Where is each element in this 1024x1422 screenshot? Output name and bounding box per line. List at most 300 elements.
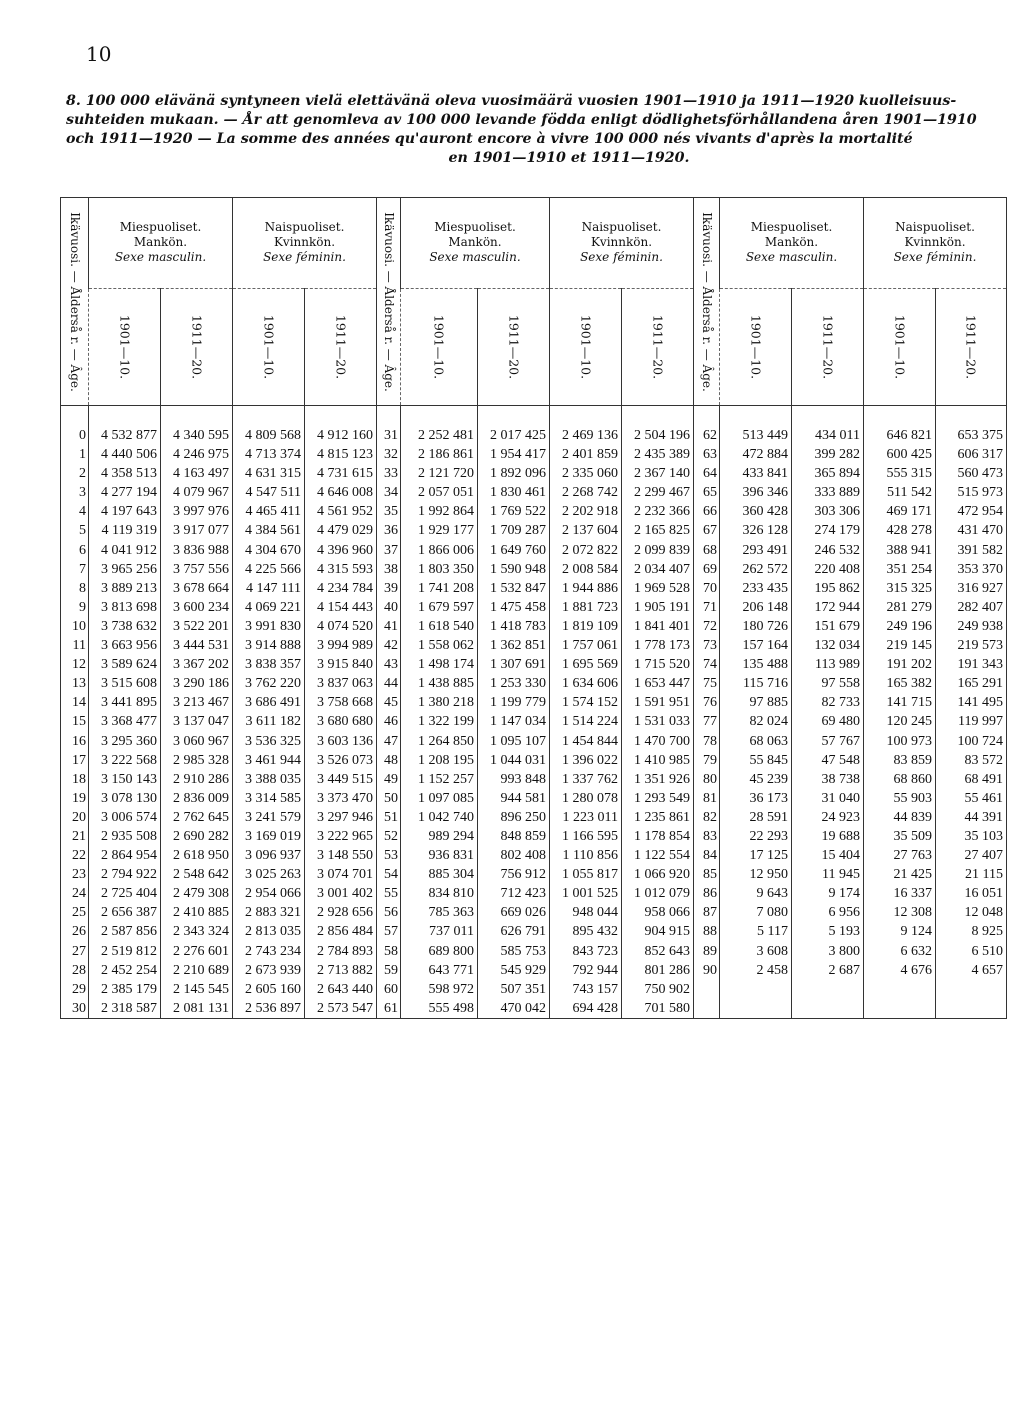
female-header-3: Naispuoliset. Kvinnkön. Sexe féminin. [864,198,1007,289]
age-cell: 37 [377,541,401,560]
table-row [61,884,1007,903]
age-cell: 36 [377,521,401,540]
age-cell: 44 [377,674,401,693]
value-cell: 1 044 031 [478,751,550,770]
age-cell: 60 [377,980,401,999]
value-cell: 585 753 [478,942,550,961]
value-cell: 12 048 [936,903,1007,922]
value-cell: 246 532 [792,541,864,560]
value-cell: 3 522 201 [161,617,233,636]
value-cell [792,980,864,999]
value-cell: 2 725 404 [89,884,161,903]
value-cell: 3 997 976 [161,502,233,521]
value-cell: 993 848 [478,770,550,789]
period-header: 1901—10. [401,289,478,406]
value-cell: 3 213 467 [161,693,233,712]
value-cell: 82 024 [720,712,792,731]
value-cell: 12 308 [864,903,936,922]
value-cell: 9 124 [864,922,936,941]
age-cell: 55 [377,884,401,903]
value-cell: 1 223 011 [550,808,622,827]
value-cell: 1 498 174 [401,655,478,674]
value-cell: 3 001 402 [305,884,377,903]
value-cell: 1 418 783 [478,617,550,636]
age-cell: 89 [694,942,720,961]
value-cell: 2 813 035 [233,922,305,941]
value-cell: 1 012 079 [622,884,694,903]
value-cell: 4 147 111 [233,579,305,598]
table-row [61,483,1007,502]
table-row [61,502,1007,521]
value-cell: 3 680 680 [305,712,377,731]
value-cell: 38 738 [792,770,864,789]
value-cell: 315 325 [864,579,936,598]
table-row [61,846,1007,865]
value-cell: 1 055 817 [550,865,622,884]
value-cell: 6 632 [864,942,936,961]
value-cell: 3 603 136 [305,732,377,751]
period-header: 1911—20. [792,289,864,406]
value-cell: 391 582 [936,541,1007,560]
age-cell: 12 [61,655,89,674]
value-cell: 4 561 952 [305,502,377,521]
age-cell: 76 [694,693,720,712]
table-caption [66,92,1012,168]
value-cell: 281 279 [864,598,936,617]
value-cell: 219 573 [936,636,1007,655]
value-cell: 44 839 [864,808,936,827]
value-cell: 4 069 221 [233,598,305,617]
value-cell: 4 163 497 [161,464,233,483]
value-cell: 57 767 [792,732,864,751]
value-cell: 904 915 [622,922,694,941]
period-header: 1911—20. [622,289,694,406]
value-cell: 895 432 [550,922,622,941]
table-row [61,751,1007,770]
value-cell: 1 307 691 [478,655,550,674]
male-header-2: Miespuoliset. Mankön. Sexe masculin. [401,198,550,289]
value-cell: 948 044 [550,903,622,922]
value-cell: 4 074 520 [305,617,377,636]
age-cell: 45 [377,693,401,712]
value-cell: 3 241 579 [233,808,305,827]
value-cell: 944 581 [478,789,550,808]
age-cell: 90 [694,961,720,980]
value-cell: 2 690 282 [161,827,233,846]
value-cell: 4 532 877 [89,426,161,445]
age-cell: 86 [694,884,720,903]
age-cell: 46 [377,712,401,731]
value-cell: 220 408 [792,560,864,579]
value-cell: 2 910 286 [161,770,233,789]
value-cell: 2 985 328 [161,751,233,770]
value-cell: 843 723 [550,942,622,961]
value-cell: 694 428 [550,999,622,1019]
value-cell: 3 536 325 [233,732,305,751]
value-cell: 756 912 [478,865,550,884]
value-cell: 2 469 136 [550,426,622,445]
caption-line-2: suhteiden mukaan. — År att genomleva av 100 000 levande födda enligt dödlighetsförhållandena åren 1901—1910 [66,112,977,128]
value-cell: 434 011 [792,426,864,445]
value-cell: 785 363 [401,903,478,922]
age-cell: 18 [61,770,89,789]
table-row [61,636,1007,655]
period-header: 1911—20. [161,289,233,406]
age-cell: 13 [61,674,89,693]
age-cell: 87 [694,903,720,922]
caption-line-1: 8. 100 000 elävänä syntyneen vielä elettävänä oleva vuosimäärä vuosien 1901—1910 ja 1911—1920 kuolleisuus- [66,93,957,109]
value-cell: 2 252 481 [401,426,478,445]
value-cell: 896 250 [478,808,550,827]
value-cell: 4 676 [864,961,936,980]
value-cell: 701 580 [622,999,694,1019]
value-cell: 55 461 [936,789,1007,808]
value-cell: 1 147 034 [478,712,550,731]
value-cell: 9 643 [720,884,792,903]
value-cell: 2 017 425 [478,426,550,445]
value-cell: 1 396 022 [550,751,622,770]
value-cell: 1 199 779 [478,693,550,712]
value-cell: 653 375 [936,426,1007,445]
value-cell: 3 137 047 [161,712,233,731]
table-row [61,980,1007,999]
table-row [61,655,1007,674]
value-cell: 2 883 321 [233,903,305,922]
value-cell: 2 458 [720,961,792,980]
age-cell: 69 [694,560,720,579]
value-cell: 4 358 513 [89,464,161,483]
value-cell: 3 388 035 [233,770,305,789]
value-cell: 1 454 844 [550,732,622,751]
value-cell: 365 894 [792,464,864,483]
value-cell: 1 618 540 [401,617,478,636]
value-cell: 2 587 856 [89,922,161,941]
value-cell: 55 845 [720,751,792,770]
age-cell: 80 [694,770,720,789]
table-row [61,732,1007,751]
value-cell: 3 222 965 [305,827,377,846]
table-row [61,808,1007,827]
value-cell: 2 864 954 [89,846,161,865]
value-cell: 83 859 [864,751,936,770]
page-number: 10 [86,42,112,66]
value-cell: 31 040 [792,789,864,808]
value-cell: 2 673 939 [233,961,305,980]
value-cell: 141 715 [864,693,936,712]
value-cell: 989 294 [401,827,478,846]
value-cell: 4 079 967 [161,483,233,502]
value-cell: 834 810 [401,884,478,903]
value-cell: 470 042 [478,999,550,1019]
value-cell: 3 994 989 [305,636,377,655]
value-cell: 1 653 447 [622,674,694,693]
value-cell: 1 819 109 [550,617,622,636]
value-cell: 4 234 784 [305,579,377,598]
value-cell: 507 351 [478,980,550,999]
value-cell: 1 351 926 [622,770,694,789]
value-cell: 2 145 545 [161,980,233,999]
age-header-3: Ikävuosi. — Ålderså r. — Âge. [694,198,720,406]
value-cell: 555 315 [864,464,936,483]
value-cell: 249 938 [936,617,1007,636]
value-cell: 28 591 [720,808,792,827]
value-cell: 600 425 [864,445,936,464]
value-cell: 3 368 477 [89,712,161,731]
age-cell: 88 [694,922,720,941]
value-cell: 3 006 574 [89,808,161,827]
value-cell: 545 929 [478,961,550,980]
value-cell: 316 927 [936,579,1007,598]
value-cell: 515 973 [936,483,1007,502]
age-cell: 41 [377,617,401,636]
value-cell: 1 778 173 [622,636,694,655]
value-cell: 1 095 107 [478,732,550,751]
age-cell: 15 [61,712,89,731]
table-row [61,865,1007,884]
age-cell: 57 [377,922,401,941]
value-cell: 360 428 [720,502,792,521]
value-cell: 115 716 [720,674,792,693]
period-header: 1901—10. [89,289,161,406]
age-cell: 19 [61,789,89,808]
value-cell: 36 173 [720,789,792,808]
value-cell: 1 362 851 [478,636,550,655]
value-cell: 2 656 387 [89,903,161,922]
table-row [61,541,1007,560]
period-header: 1911—20. [305,289,377,406]
value-cell: 120 245 [864,712,936,731]
value-cell: 19 688 [792,827,864,846]
value-cell: 2 504 196 [622,426,694,445]
value-cell: 4 340 595 [161,426,233,445]
age-cell: 74 [694,655,720,674]
value-cell: 44 391 [936,808,1007,827]
age-cell: 43 [377,655,401,674]
value-cell: 3 367 202 [161,655,233,674]
value-cell: 1 679 597 [401,598,478,617]
value-cell [720,980,792,999]
value-cell: 249 196 [864,617,936,636]
age-cell: 10 [61,617,89,636]
value-cell: 100 724 [936,732,1007,751]
value-cell: 2 121 720 [401,464,478,483]
value-cell: 3 295 360 [89,732,161,751]
value-cell: 1 803 350 [401,560,478,579]
value-cell: 1 322 199 [401,712,478,731]
value-cell: 2 034 407 [622,560,694,579]
age-cell: 11 [61,636,89,655]
value-cell: 2 367 140 [622,464,694,483]
value-cell: 2 318 587 [89,999,161,1019]
age-cell: 33 [377,464,401,483]
value-cell: 119 997 [936,712,1007,731]
value-cell: 1 757 061 [550,636,622,655]
age-cell: 79 [694,751,720,770]
age-cell: 56 [377,903,401,922]
value-cell: 206 148 [720,598,792,617]
value-cell: 22 293 [720,827,792,846]
value-cell: 1 944 886 [550,579,622,598]
value-cell: 1 475 458 [478,598,550,617]
value-cell: 3 373 470 [305,789,377,808]
age-cell: 32 [377,445,401,464]
value-cell: 3 762 220 [233,674,305,693]
value-cell: 1 122 554 [622,846,694,865]
age-cell: 72 [694,617,720,636]
value-cell: 4 384 561 [233,521,305,540]
value-cell: 2 954 066 [233,884,305,903]
value-cell: 2 072 822 [550,541,622,560]
value-cell: 2 343 324 [161,922,233,941]
value-cell: 2 856 484 [305,922,377,941]
value-cell: 1 695 569 [550,655,622,674]
value-cell: 2 762 645 [161,808,233,827]
value-cell: 1 709 287 [478,521,550,540]
value-cell: 4 440 506 [89,445,161,464]
table-row [61,598,1007,617]
value-cell: 1 591 951 [622,693,694,712]
value-cell: 2 210 689 [161,961,233,980]
value-cell: 2 479 308 [161,884,233,903]
value-cell: 35 103 [936,827,1007,846]
value-cell: 2 935 508 [89,827,161,846]
value-cell: 3 758 668 [305,693,377,712]
value-cell: 469 171 [864,502,936,521]
value-cell: 2 099 839 [622,541,694,560]
value-cell: 4 197 643 [89,502,161,521]
value-cell: 555 498 [401,999,478,1019]
value-cell: 191 343 [936,655,1007,674]
age-cell: 9 [61,598,89,617]
value-cell: 68 491 [936,770,1007,789]
table-row [61,712,1007,731]
value-cell: 135 488 [720,655,792,674]
value-cell [936,999,1007,1019]
age-cell: 75 [694,674,720,693]
value-cell: 1 741 208 [401,579,478,598]
value-cell: 15 404 [792,846,864,865]
table-row [61,999,1007,1019]
value-cell [864,980,936,999]
age-cell: 23 [61,865,89,884]
value-cell: 4 246 975 [161,445,233,464]
value-cell: 9 174 [792,884,864,903]
value-cell: 4 396 960 [305,541,377,560]
value-cell: 5 117 [720,922,792,941]
value-cell: 97 558 [792,674,864,693]
table-row [61,770,1007,789]
age-cell: 70 [694,579,720,598]
value-cell: 3 917 077 [161,521,233,540]
value-cell: 433 841 [720,464,792,483]
age-cell: 42 [377,636,401,655]
value-cell: 511 542 [864,483,936,502]
age-cell: 24 [61,884,89,903]
age-cell: 85 [694,865,720,884]
age-cell [694,999,720,1019]
value-cell: 2 385 179 [89,980,161,999]
period-header: 1901—10. [864,289,936,406]
value-cell: 1 264 850 [401,732,478,751]
value-cell: 4 657 [936,961,1007,980]
value-cell: 802 408 [478,846,550,865]
value-cell: 431 470 [936,521,1007,540]
value-cell: 1 208 195 [401,751,478,770]
value-cell: 2 081 131 [161,999,233,1019]
value-cell: 17 125 [720,846,792,865]
value-cell: 1 531 033 [622,712,694,731]
value-cell: 3 991 830 [233,617,305,636]
value-cell: 3 515 608 [89,674,161,693]
value-cell: 83 572 [936,751,1007,770]
period-header: 1911—20. [936,289,1007,406]
value-cell: 3 914 888 [233,636,305,655]
table-row [61,560,1007,579]
value-cell: 4 479 029 [305,521,377,540]
age-cell: 17 [61,751,89,770]
value-cell: 2 335 060 [550,464,622,483]
age-cell: 4 [61,502,89,521]
value-cell: 1 280 078 [550,789,622,808]
period-header: 1901—10. [550,289,622,406]
table-row [61,922,1007,941]
value-cell: 351 254 [864,560,936,579]
value-cell: 11 945 [792,865,864,884]
age-cell: 25 [61,903,89,922]
value-cell: 885 304 [401,865,478,884]
value-cell: 2 410 885 [161,903,233,922]
value-cell: 16 051 [936,884,1007,903]
value-cell: 2 186 861 [401,445,478,464]
table-row [61,693,1007,712]
table-row [61,903,1007,922]
value-cell: 3 449 515 [305,770,377,789]
value-cell: 6 510 [936,942,1007,961]
age-cell: 51 [377,808,401,827]
age-cell: 50 [377,789,401,808]
survival-years-table [60,197,1006,1019]
value-cell: 68 860 [864,770,936,789]
value-cell: 2 687 [792,961,864,980]
value-cell: 68 063 [720,732,792,751]
value-cell: 643 771 [401,961,478,980]
value-cell: 3 297 946 [305,808,377,827]
table-body [61,426,1007,1018]
period-header: 1901—10. [720,289,792,406]
value-cell: 262 572 [720,560,792,579]
value-cell: 4 225 566 [233,560,305,579]
value-cell: 27 763 [864,846,936,865]
value-cell: 1 293 549 [622,789,694,808]
table-row [61,464,1007,483]
age-cell: 7 [61,560,89,579]
value-cell: 472 884 [720,445,792,464]
value-cell: 958 066 [622,903,694,922]
age-header-1: Ikävuosi. — Ålderså r. — Âge. [61,198,89,406]
value-cell: 388 941 [864,541,936,560]
age-cell: 14 [61,693,89,712]
table-row [61,674,1007,693]
value-cell: 2 836 009 [161,789,233,808]
value-cell: 3 222 568 [89,751,161,770]
caption-line-3: och 1911—1920 — La somme des années qu'auront encore à vivre 100 000 nés vivants d'après la mortalité [66,131,913,147]
value-cell: 1 110 856 [550,846,622,865]
value-cell: 1 715 520 [622,655,694,674]
value-cell: 3 078 130 [89,789,161,808]
age-cell: 68 [694,541,720,560]
value-cell: 3 608 [720,942,792,961]
value-cell: 4 315 593 [305,560,377,579]
